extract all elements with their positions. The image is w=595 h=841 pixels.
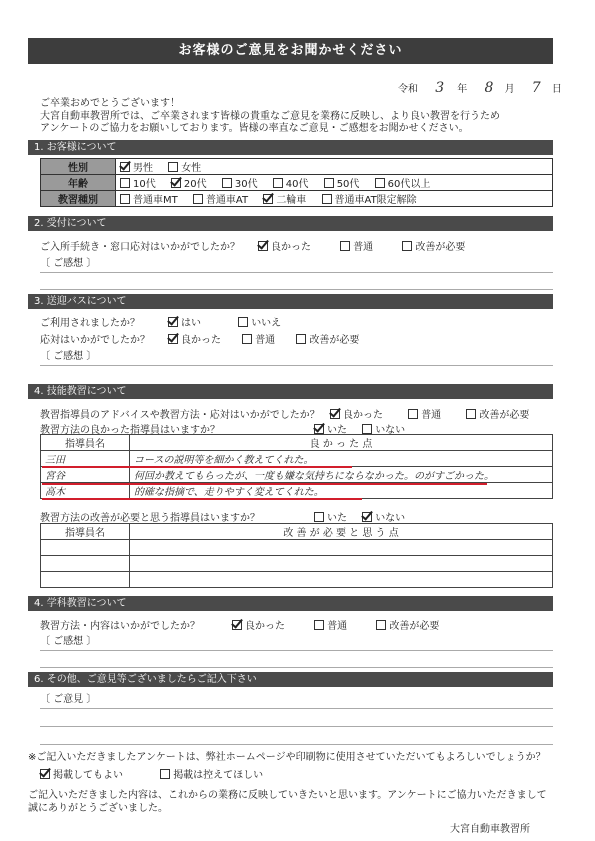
comment-line[interactable]: [40, 365, 553, 366]
checkbox-icon[interactable]: [408, 409, 418, 419]
academic-option[interactable]: 改善が必要: [376, 617, 439, 632]
improve-instructor-table: [40, 523, 553, 588]
table-row: [41, 556, 553, 572]
academic-options: [232, 617, 451, 632]
publish-question: ※ご記入いただきましたアンケートは、弊社ホームページや印刷物に使用させていただいてもよろしいでしょうか？: [28, 752, 546, 763]
good-point[interactable]: 的確な指摘で、走りやすく変えてくれた。: [130, 483, 553, 499]
instructor-name[interactable]: [41, 540, 130, 556]
checkbox-icon[interactable]: [222, 178, 232, 188]
checkbox-icon[interactable]: [273, 178, 283, 188]
checkbox-icon[interactable]: [314, 424, 324, 434]
course-option[interactable]: 普通車MT: [120, 191, 178, 206]
shuttle-service-option[interactable]: 普通: [242, 331, 275, 346]
intro-line: ご卒業おめでとうございます！: [40, 98, 180, 109]
skill-question-good: 教習方法の良かった指導員はいますか？: [40, 425, 220, 436]
red-underline: [42, 498, 362, 500]
checkbox-icon[interactable]: [362, 424, 372, 434]
section-heading-other: 6. その他、ご意見等ございましたらご記入下さい: [28, 672, 553, 687]
skill-question-advice: 教習指導員のアドバイスや教習方法・応対はいかがでしたか？: [40, 410, 320, 421]
instructor-name[interactable]: 宮谷: [41, 467, 130, 483]
skill-advice-option[interactable]: 良かった: [330, 406, 383, 421]
publish-option[interactable]: 掲載してもよい: [40, 766, 123, 781]
reception-option[interactable]: 改善が必要: [402, 238, 465, 253]
reception-question: ご入所手続き・窓口応対はいかがでしたか？: [40, 242, 240, 253]
improve-point[interactable]: [130, 540, 553, 556]
checkbox-icon[interactable]: [324, 178, 334, 188]
comment-line[interactable]: [40, 726, 553, 727]
date-month[interactable]: 8: [484, 80, 494, 96]
shuttle-used-option[interactable]: はい: [168, 314, 201, 329]
checkbox-icon[interactable]: [466, 409, 476, 419]
checkbox-icon[interactable]: [402, 241, 412, 251]
date-year-unit: 年: [457, 84, 468, 95]
skill-improve-option[interactable]: いない: [362, 509, 405, 524]
date-month-unit: 月: [504, 84, 515, 95]
checkbox-icon[interactable]: [322, 194, 332, 204]
form-title: お客様のご意見をお聞かせください: [28, 38, 553, 64]
improve-point[interactable]: [130, 572, 553, 588]
publish-options: [40, 766, 275, 781]
date-day-unit: 日: [551, 84, 562, 95]
checkbox-icon[interactable]: [314, 512, 324, 522]
reception-comment-label: 〔 ご感想 〕: [40, 258, 97, 269]
checkbox-icon[interactable]: [330, 409, 340, 419]
good-point[interactable]: 何回か教えてもらったが、一度も嫌な気持ちにならなかった。のがすごかった。: [130, 467, 553, 483]
good-header-point: 良 か っ た 点: [130, 435, 553, 451]
shuttle-question-used: ご利用されましたか？: [40, 318, 140, 329]
checkbox-icon[interactable]: [168, 334, 178, 344]
course-option[interactable]: 普通車AT: [193, 191, 248, 206]
comment-line[interactable]: [40, 272, 553, 273]
reception-options: [258, 238, 477, 253]
improve-point[interactable]: [130, 556, 553, 572]
skill-good-option[interactable]: いた: [314, 421, 347, 436]
checkbox-icon[interactable]: [376, 620, 386, 630]
shuttle-comment-label: 〔 ご感想 〕: [40, 351, 97, 362]
comment-line[interactable]: [40, 289, 553, 290]
shuttle-used-option[interactable]: いいえ: [238, 314, 281, 329]
age-option[interactable]: 30代: [222, 175, 258, 190]
date-line: [398, 80, 562, 96]
skill-improve-options: [314, 509, 417, 524]
checkbox-icon[interactable]: [340, 241, 350, 251]
checkbox-icon[interactable]: [362, 512, 372, 522]
reception-option[interactable]: 普通: [340, 238, 373, 253]
age-option[interactable]: 10代: [120, 175, 156, 190]
skill-advice-option[interactable]: 普通: [408, 406, 441, 421]
course-label: 教習種別: [41, 191, 116, 207]
closing-text: [28, 790, 553, 815]
checkbox-icon[interactable]: [375, 178, 385, 188]
section-heading-academic: 4. 学科教習について: [28, 596, 553, 611]
good-point[interactable]: コースの説明等を細かく教えてくれた。: [130, 451, 553, 467]
checkbox-icon[interactable]: [171, 178, 181, 188]
checkbox-icon[interactable]: [168, 162, 178, 172]
gender-option[interactable]: 男性: [120, 159, 153, 174]
red-underline: [42, 483, 487, 485]
comment-line[interactable]: [40, 708, 553, 709]
checkbox-icon[interactable]: [120, 194, 130, 204]
shuttle-used-options: [168, 314, 293, 329]
customer-info-table: [40, 158, 553, 207]
table-row: [41, 572, 553, 588]
age-option[interactable]: 50代: [324, 175, 360, 190]
age-label: 年齢: [41, 175, 116, 191]
shuttle-service-option[interactable]: 改善が必要: [296, 331, 359, 346]
good-header-name: 指導員名: [41, 435, 130, 451]
date-day[interactable]: 7: [531, 80, 541, 96]
section-heading-customer: 1. お客様について: [28, 140, 553, 155]
age-option[interactable]: 40代: [273, 175, 309, 190]
shuttle-service-options: [168, 331, 371, 346]
instructor-name[interactable]: 高木: [41, 483, 130, 499]
age-option[interactable]: 20代: [171, 175, 207, 190]
skill-good-option[interactable]: いない: [362, 421, 405, 436]
academic-option[interactable]: 良かった: [232, 617, 285, 632]
checkbox-icon[interactable]: [193, 194, 203, 204]
checkbox-icon[interactable]: [168, 317, 178, 327]
checkbox-icon[interactable]: [120, 178, 130, 188]
shuttle-question-service: 応対はいかがでしたか？: [40, 335, 150, 346]
comment-line[interactable]: [40, 667, 553, 668]
checkbox-icon[interactable]: [242, 334, 252, 344]
skill-improve-option[interactable]: いた: [314, 509, 347, 524]
comment-line[interactable]: [40, 744, 553, 745]
date-year[interactable]: 3: [435, 80, 445, 96]
checkbox-icon[interactable]: [238, 317, 248, 327]
academic-option[interactable]: 普通: [314, 617, 347, 632]
closing-line: ご記入いただきました内容は、これからの業務に反映していきたいと思います。アンケートにご協力いただきまして: [28, 790, 547, 801]
table-row: [41, 451, 553, 467]
gender-label: 性別: [41, 159, 116, 175]
checkbox-icon[interactable]: [263, 194, 273, 204]
skill-advice-options: [330, 406, 541, 421]
section-heading-skill: 4. 技能教習について: [28, 384, 553, 399]
shuttle-service-option[interactable]: 良かった: [168, 331, 221, 346]
age-option[interactable]: 60代以上: [375, 175, 431, 190]
checkbox-icon[interactable]: [160, 769, 170, 779]
intro-line: アンケートのご協力をお願いしております。皆様の率直なご意見・ご感想をお聞かせください。: [40, 123, 469, 134]
reception-option[interactable]: 良かった: [258, 238, 311, 253]
age-options: [116, 175, 553, 191]
checkbox-icon[interactable]: [40, 769, 50, 779]
closing-line: 誠にありがとうございました。: [28, 802, 168, 814]
course-options: [116, 191, 553, 207]
school-name: 大宮自動車教習所: [450, 824, 530, 835]
skill-advice-option[interactable]: 改善が必要: [466, 406, 529, 421]
improve-header-point: 改 善 が 必 要 と 思 う 点: [130, 524, 553, 540]
date-era: 令和: [398, 84, 418, 95]
checkbox-icon[interactable]: [258, 241, 268, 251]
instructor-name[interactable]: [41, 572, 130, 588]
red-underline: [42, 466, 352, 468]
intro-line: 大宮自動車教習所では、ご卒業されます皆様の貴重なご意見を業務に反映し、より良い教習を行うため: [40, 110, 500, 122]
academic-question: 教習方法・内容はいかがでしたか？: [40, 621, 200, 632]
section-heading-shuttle: 3. 送迎バスについて: [28, 294, 553, 309]
checkbox-icon[interactable]: [232, 620, 242, 630]
course-option[interactable]: 二輪車: [263, 191, 306, 206]
other-comment-label: 〔 ご意見 〕: [40, 694, 97, 705]
skill-question-improve: 教習方法の改善が必要と思う指導員はいますか？: [40, 513, 260, 524]
checkbox-icon[interactable]: [296, 334, 306, 344]
comment-line[interactable]: [40, 650, 553, 651]
checkbox-icon[interactable]: [314, 620, 324, 630]
intro-text: [40, 98, 550, 136]
table-row: [41, 467, 553, 483]
academic-comment-label: 〔 ご感想 〕: [40, 636, 97, 647]
instructor-name[interactable]: [41, 556, 130, 572]
gender-option[interactable]: 女性: [168, 159, 201, 174]
course-option[interactable]: 普通車AT限定解除: [322, 191, 417, 206]
improve-header-name: 指導員名: [41, 524, 130, 540]
checkbox-icon[interactable]: [120, 162, 130, 172]
publish-option[interactable]: 掲載は控えてほしい: [160, 766, 263, 781]
instructor-name[interactable]: 三田: [41, 451, 130, 467]
gender-options: [116, 159, 553, 175]
section-heading-reception: 2. 受付について: [28, 216, 553, 231]
table-row: [41, 540, 553, 556]
